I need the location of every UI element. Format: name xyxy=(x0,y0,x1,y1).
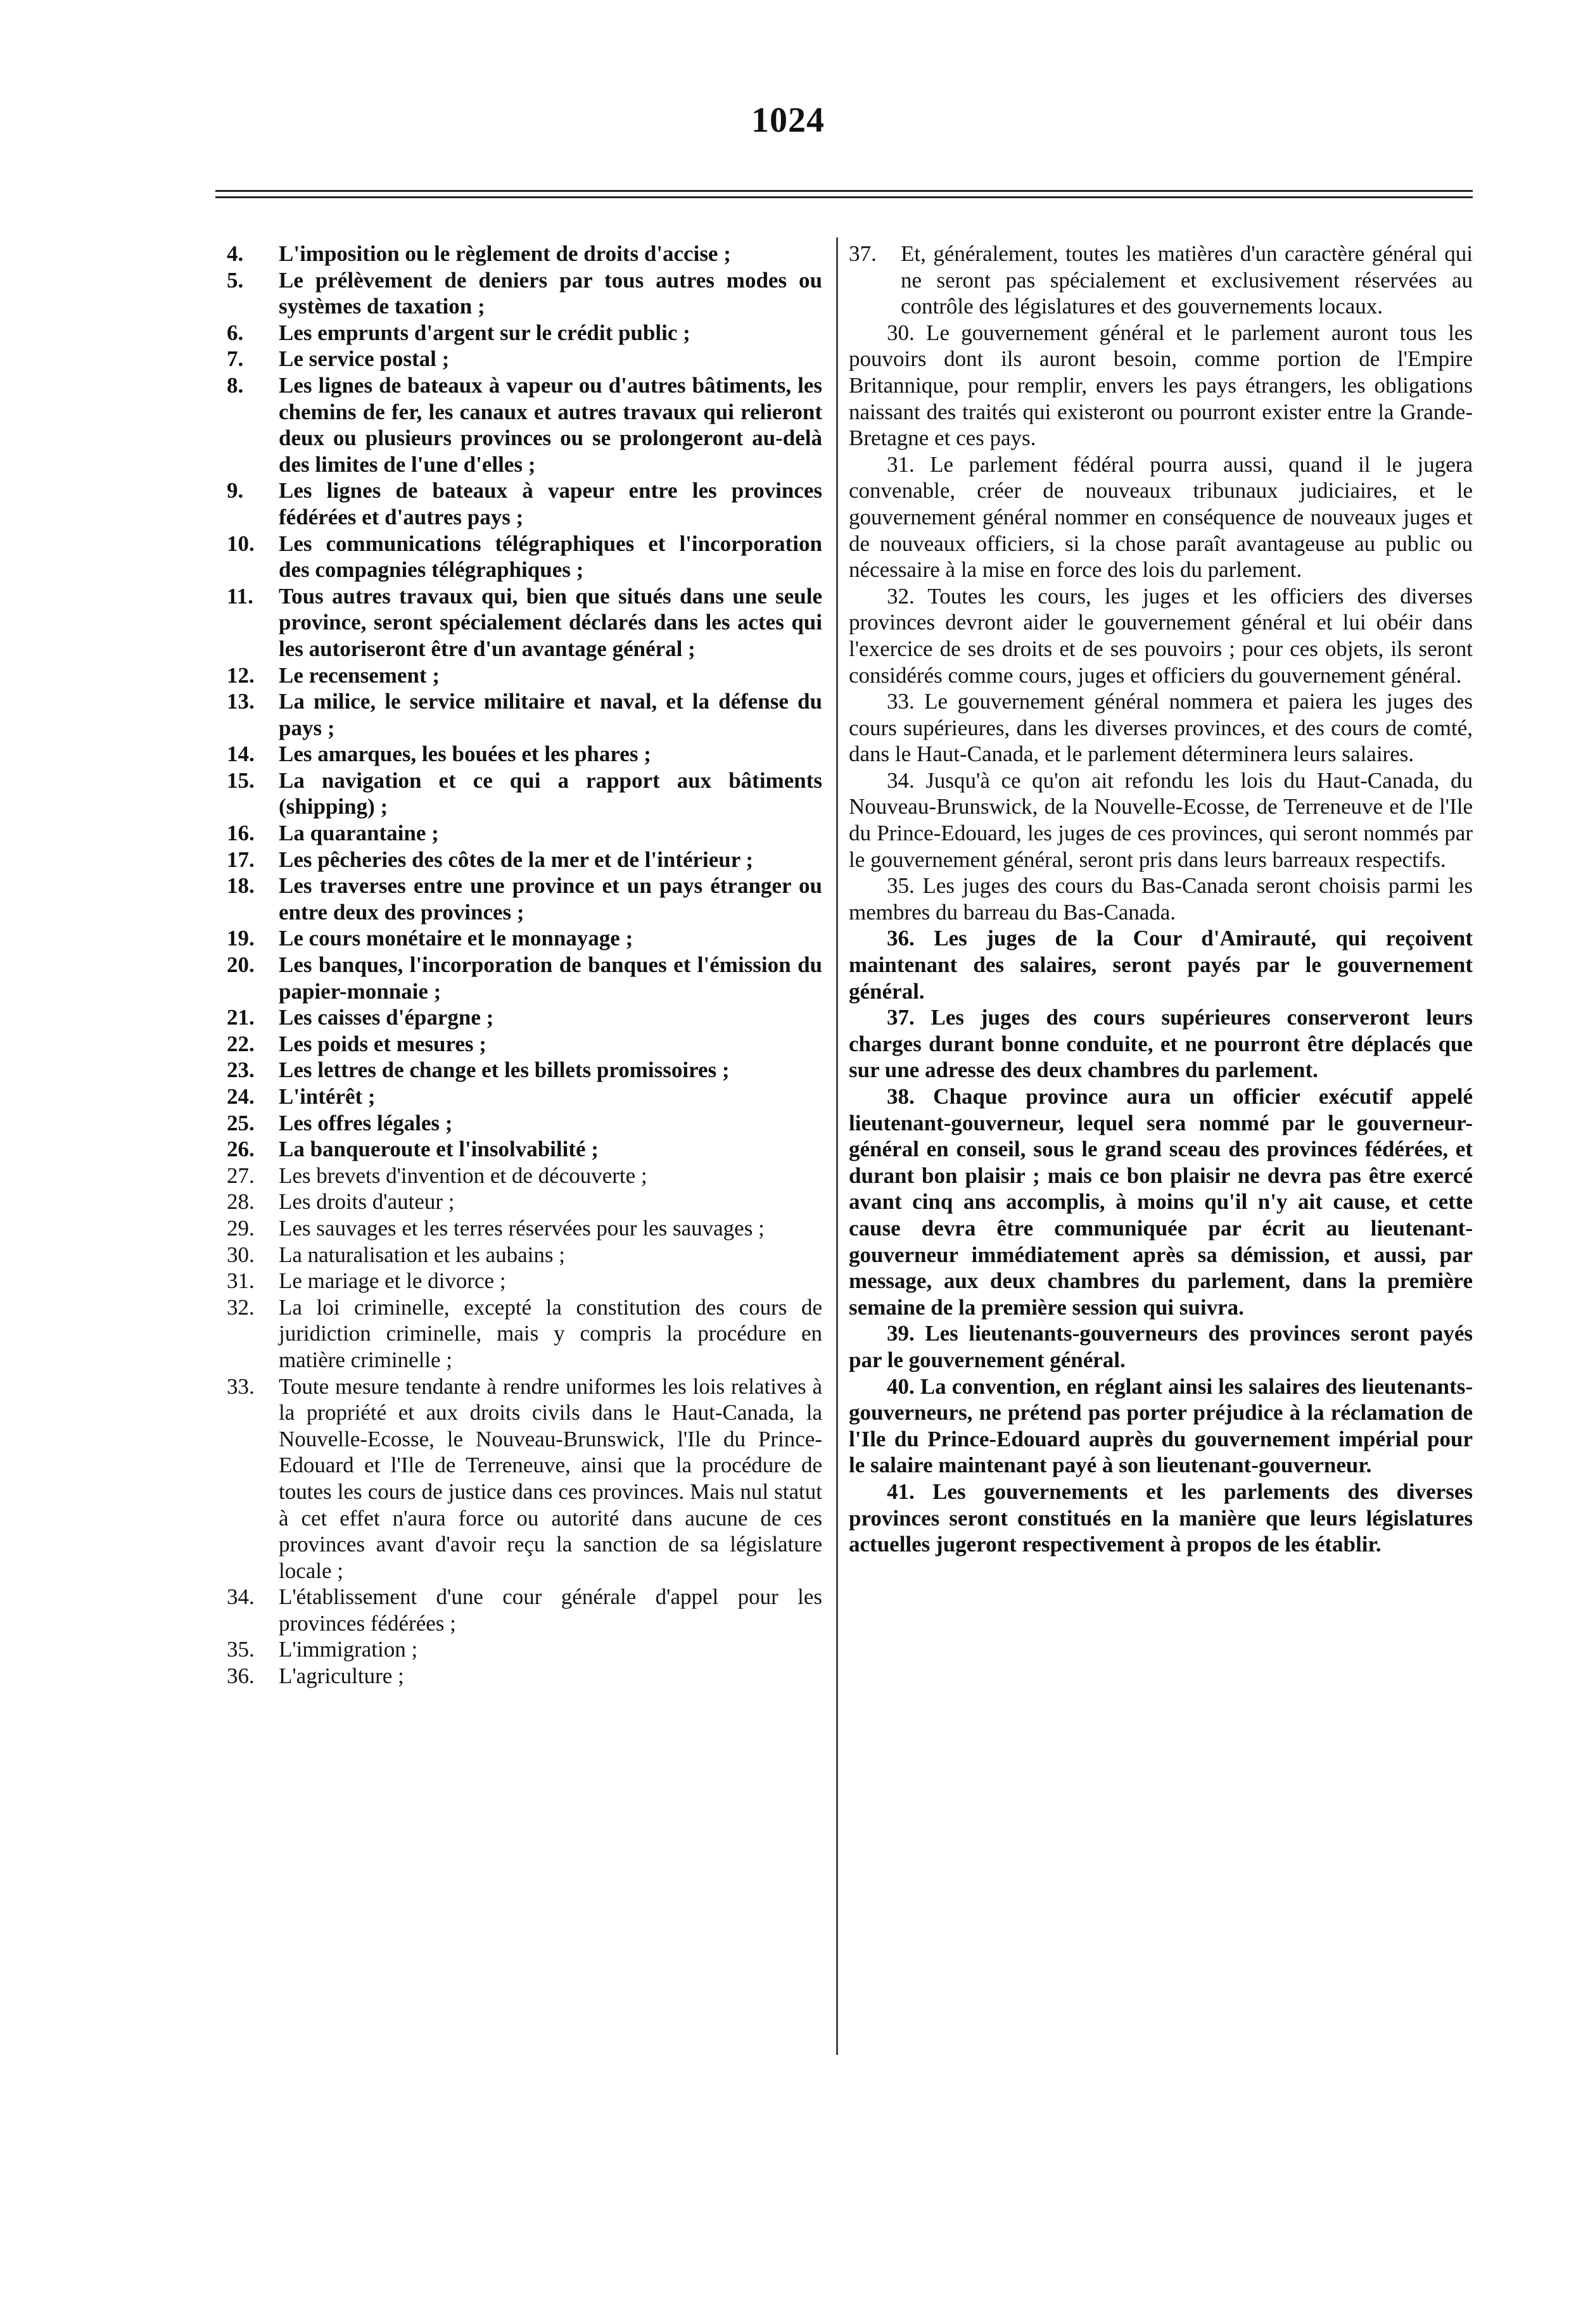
item-number: 11. xyxy=(227,583,253,609)
item-text: L'immigration ; xyxy=(279,1637,418,1662)
right-column xyxy=(849,241,1473,1558)
list-item xyxy=(227,531,822,583)
item-text: La milice, le service militaire et naval, et la défense du pays ; xyxy=(279,689,822,740)
list-item xyxy=(227,1636,822,1663)
item-number: 22. xyxy=(227,1031,255,1056)
list-item xyxy=(227,346,822,372)
item-text: Les offres légales ; xyxy=(279,1110,453,1135)
item-number: 15. xyxy=(227,767,255,793)
list-item xyxy=(227,1110,822,1137)
item-number: 21. xyxy=(227,1005,255,1030)
list-item xyxy=(227,1242,822,1268)
item-number: 13. xyxy=(227,689,255,714)
item-number: 10. xyxy=(227,531,255,556)
item-text: Le recensement ; xyxy=(279,662,440,688)
item-text: Les poids et mesures ; xyxy=(279,1031,486,1056)
article-paragraph: 39. Les lieutenants-gouverneurs des provinces seront payés par le gouvernement général. xyxy=(849,1321,1473,1372)
list-item xyxy=(849,241,1473,320)
article-paragraph: 36. Les juges de la Cour d'Amirauté, qui reçoivent maintenant des salaires, seront payés par le gouvernement général. xyxy=(849,926,1473,1004)
article-paragraph: 35. Les juges des cours du Bas-Canada seront choisis parmi les membres du barreau du Bas-Canada. xyxy=(849,873,1473,925)
item-number: 6. xyxy=(227,320,244,345)
item-text: Les lignes de bateaux à vapeur ou d'autres bâtiments, les chemins de fer, les canaux et autres travaux qui relieront deux ou plusieurs provinces ou se prolongeront au-delà des limites de l'une d'elles ; xyxy=(279,372,822,477)
top-rule-double xyxy=(215,196,1473,198)
item-number: 31. xyxy=(227,1268,255,1294)
item-text: Les caisses d'épargne ; xyxy=(279,1005,494,1030)
item-text: Le mariage et le divorce ; xyxy=(279,1268,506,1294)
item-number: 8. xyxy=(227,372,244,398)
item-number: 35. xyxy=(227,1637,255,1662)
list-item xyxy=(227,662,822,689)
item-number: 33. xyxy=(227,1374,255,1399)
list-item xyxy=(227,1189,822,1215)
list-item xyxy=(227,1294,822,1374)
article-paragraph: 37. Les juges des cours supérieures conserveront leurs charges durant bonne conduite, et ne pourront être déplacés que sur une adresse des deux chambres du parlement. xyxy=(849,1005,1473,1083)
article-paragraph: 41. Les gouvernements et les parlements des diverses provinces seront constitués en la manière que leurs législatures actuelles jugeront respectivement à propos de les établir. xyxy=(849,1479,1473,1557)
item-text: Le service postal ; xyxy=(279,346,450,372)
list-item xyxy=(227,820,822,847)
item-number: 25. xyxy=(227,1110,255,1135)
item-text: La quarantaine ; xyxy=(279,821,439,846)
list-item xyxy=(227,1663,822,1689)
list-item xyxy=(227,1268,822,1294)
list-item xyxy=(227,1584,822,1636)
article-paragraph: 31. Le parlement fédéral pourra aussi, quand il le jugera convenable, créer de nouveaux tribunaux judiciaires, et le gouvernement général nommer en conséquence de nouveaux juges et de nouveaux officiers, si la chose paraît avantageuse au public ou nécessaire à la mise en force des lois du parlement. xyxy=(849,452,1473,583)
item-text: L'établissement d'une cour générale d'appel pour les provinces fédérées ; xyxy=(279,1584,822,1636)
item-text: L'intérêt ; xyxy=(279,1084,376,1109)
list-item xyxy=(227,1136,822,1163)
list-item xyxy=(227,1057,822,1083)
item-number: 12. xyxy=(227,662,255,688)
item-number: 9. xyxy=(227,478,244,503)
list-item xyxy=(227,241,822,267)
item-text: Le prélèvement de deniers par tous autres modes ou systèmes de taxation ; xyxy=(279,267,822,319)
item-number: 20. xyxy=(227,952,255,978)
item-number: 16. xyxy=(227,821,255,846)
list-item xyxy=(227,1083,822,1110)
item-number: 23. xyxy=(227,1058,255,1083)
item-text: Les amarques, les bouées et les phares ; xyxy=(279,742,651,767)
item-number: 29. xyxy=(227,1215,255,1241)
item-text: La navigation et ce qui a rapport aux bâtiments (shipping) ; xyxy=(279,767,822,819)
item-text: Les traverses entre une province et un pays étranger ou entre deux des provinces ; xyxy=(279,873,822,925)
list-item xyxy=(227,320,822,346)
list-item xyxy=(227,477,822,530)
article-paragraph: 34. Jusqu'à ce qu'on ait refondu les lois du Haut-Canada, du Nouveau-Brunswick, de la Nouvelle-Ecosse, de Terreneuve et de l'Ile du Prince-Edouard, les juges de ces provinces, qui seront nommés par le gouvernement général, seront pris dans leurs barreaux respectifs. xyxy=(849,767,1473,872)
item-text: Les droits d'auteur ; xyxy=(279,1189,455,1215)
item-text: Les lignes de bateaux à vapeur entre les provinces fédérées et d'autres pays ; xyxy=(279,478,822,529)
item-text: Toute mesure tendante à rendre uniformes les lois relatives à la propriété et aux droits civils dans le Haut-Canada, la Nouvelle-Ecosse, le Nouveau-Brunswick, l'Ile du Prince-Edouard et l'Ile de Terreneuve, ainsi que la procédure de toutes les cours de justice dans ces provinces. Mais nul statut à cet effet n'aura force ou autorité dans aucune de ces provinces avant d'avoir reçu la sanction de sa législature locale ; xyxy=(279,1374,822,1583)
item-text: Tous autres travaux qui, bien que situés dans une seule province, seront spécialement déclarés dans les actes qui les autoriseront être d'un avantage général ; xyxy=(279,583,822,661)
page-number: 1024 xyxy=(751,101,825,140)
list-item xyxy=(227,1374,822,1584)
item-text: Le cours monétaire et le monnayage ; xyxy=(279,926,633,951)
item-text: La banqueroute et l'insolvabilité ; xyxy=(279,1137,599,1162)
item-number: 28. xyxy=(227,1189,255,1215)
left-column xyxy=(227,241,822,1689)
item-number: 30. xyxy=(227,1242,255,1267)
item-text: Et, généralement, toutes les matières d'un caractère général qui ne seront pas spécialement et exclusivement réservées au contrôle des législatures et des gouvernements locaux. xyxy=(901,241,1473,319)
item-number: 37. xyxy=(849,241,877,266)
list-item xyxy=(227,1163,822,1189)
item-text: L'agriculture ; xyxy=(279,1664,404,1689)
item-number: 27. xyxy=(227,1163,255,1188)
item-number: 7. xyxy=(227,346,244,372)
list-item xyxy=(227,372,822,477)
item-text: Les emprunts d'argent sur le crédit public ; xyxy=(279,320,690,345)
item-number: 34. xyxy=(227,1584,255,1610)
item-number: 4. xyxy=(227,241,244,266)
item-text: La loi criminelle, excepté la constitution des cours de juridiction criminelle, mais y compris la procédure en matière criminelle ; xyxy=(279,1294,822,1372)
list-item xyxy=(227,267,822,320)
list-item xyxy=(227,952,822,1004)
item-number: 19. xyxy=(227,926,255,951)
item-number: 17. xyxy=(227,847,255,872)
list-item xyxy=(227,1215,822,1242)
item-number: 18. xyxy=(227,873,255,899)
article-paragraph: 38. Chaque province aura un officier exécutif appelé lieutenant-gouverneur, lequel sera nommé par le gouverneur-général en conseil, sous le grand sceau des provinces fédérées, et durant bon plaisir ; mais ce bon plaisir ne devra pas être exercé avant cinq ans accomplis, à moins qu'il n'y ait cause, et cette cause devra être communiquée par écrit au lieutenant-gouverneur immédiatement après sa démission, et aussi, par message, aux deux chambres du parlement, dans la première semaine de la première session qui suivra. xyxy=(849,1084,1473,1320)
item-number: 26. xyxy=(227,1137,255,1162)
item-text: La naturalisation et les aubains ; xyxy=(279,1242,565,1267)
item-number: 24. xyxy=(227,1084,255,1109)
item-text: Les communications télégraphiques et l'incorporation des compagnies télégraphiques ; xyxy=(279,531,822,583)
list-item xyxy=(227,767,822,820)
column-divider xyxy=(836,237,838,2055)
item-text: Les brevets d'invention et de découverte ; xyxy=(279,1163,647,1188)
item-text: Les lettres de change et les billets promissoires ; xyxy=(279,1058,730,1083)
article-paragraph: 40. La convention, en réglant ainsi les salaires des lieutenants-gouverneurs, ne prétend pas porter préjudice à la réclamation de l'Ile du Prince-Edouard auprès du gouvernement impérial pour le salaire maintenant payé à son lieutenant-gouverneur. xyxy=(849,1374,1473,1478)
article-paragraph: 30. Le gouvernement général et le parlement auront tous les pouvoirs dont ils auront besoin, comme portion de l'Empire Britannique, pour remplir, envers les pays étrangers, les obligations naissant des traités qui existeront ou pourront exister entre la Grande-Bretagne et ces pays. xyxy=(849,320,1473,451)
list-item xyxy=(227,847,822,873)
list-item xyxy=(227,1004,822,1031)
item-text: L'imposition ou le règlement de droits d'accise ; xyxy=(279,241,731,266)
item-number: 5. xyxy=(227,267,244,293)
item-text: Les sauvages et les terres réservées pour les sauvages ; xyxy=(279,1215,765,1241)
list-item xyxy=(227,688,822,741)
article-paragraph: 32. Toutes les cours, les juges et les officiers des diverses provinces devront aider le gouvernement général et lui obéir dans l'exercice de ses droits et de ses pouvoirs ; pour ces objets, ils seront considérés comme cours, juges et officiers du gouvernement général. xyxy=(849,583,1473,688)
top-rule xyxy=(215,190,1473,192)
list-item xyxy=(227,741,822,767)
list-item xyxy=(227,925,822,952)
item-text: Les pêcheries des côtes de la mer et de l'intérieur ; xyxy=(279,847,754,872)
item-text: Les banques, l'incorporation de banques et l'émission du papier-monnaie ; xyxy=(279,952,822,1004)
item-number: 36. xyxy=(227,1664,255,1689)
list-item xyxy=(227,583,822,662)
list-item xyxy=(227,873,822,925)
article-paragraph: 33. Le gouvernement général nommera et paiera les juges des cours supérieures, dans les diverses provinces, et des cours de comté, dans le Haut-Canada, et le parlement déterminera leurs salaires. xyxy=(849,689,1473,767)
list-item xyxy=(227,1031,822,1058)
item-number: 32. xyxy=(227,1294,255,1320)
item-number: 14. xyxy=(227,742,255,767)
